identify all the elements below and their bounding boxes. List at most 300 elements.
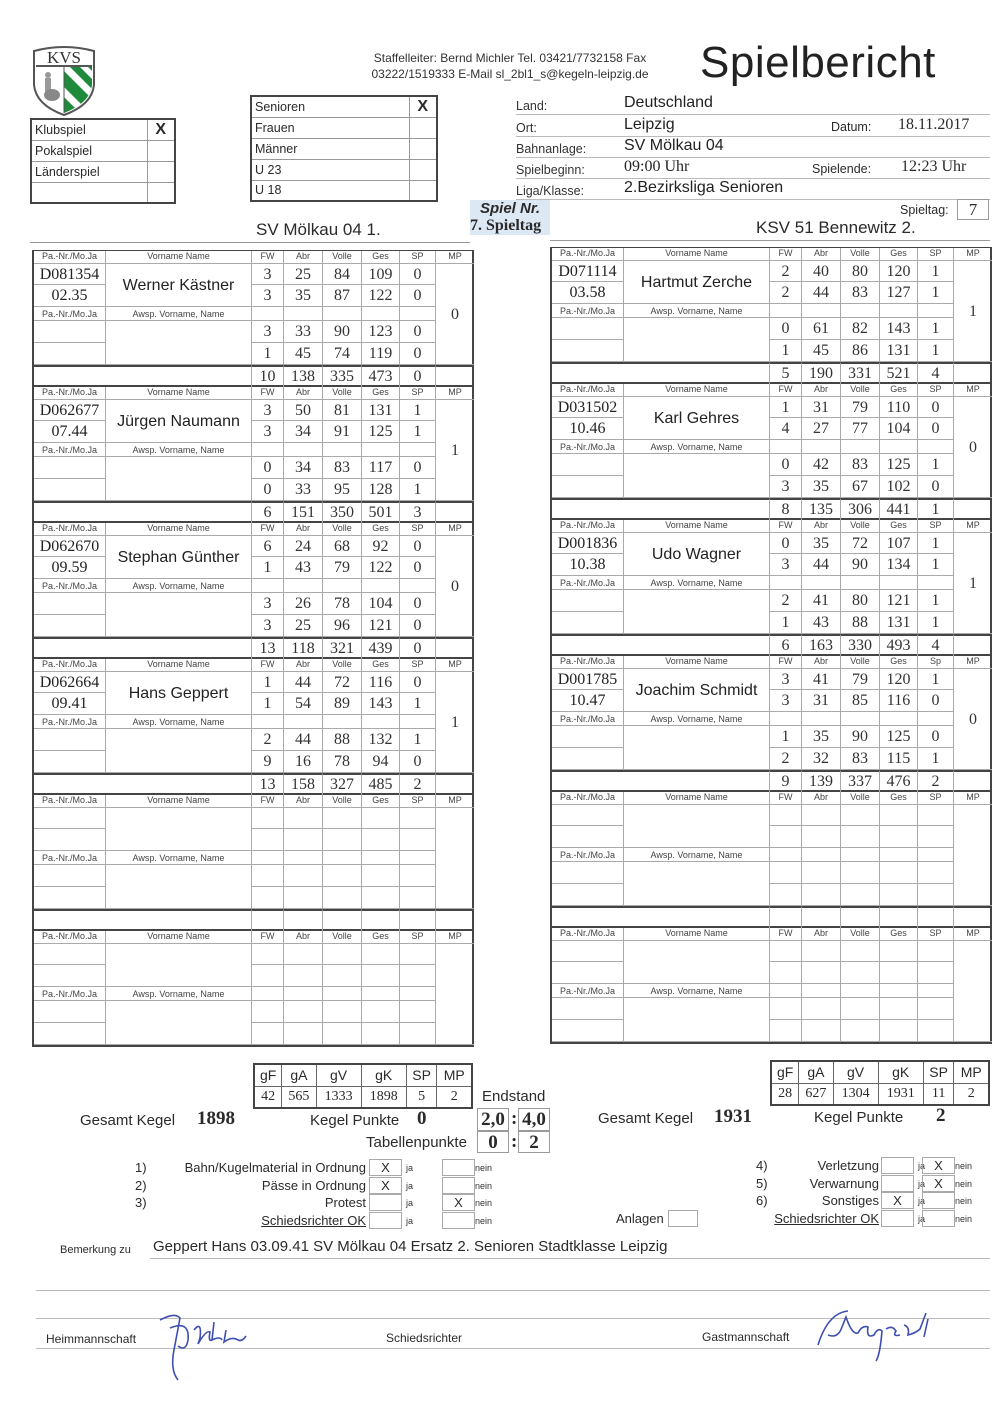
- klasse-checkbox[interactable]: X: [409, 96, 437, 117]
- score-cell[interactable]: [841, 962, 880, 984]
- score-cell[interactable]: 88: [323, 729, 362, 751]
- score-cell[interactable]: 1: [770, 726, 802, 748]
- score-cell[interactable]: [252, 865, 284, 887]
- score-cell[interactable]: 44: [284, 672, 323, 693]
- score-cell[interactable]: [252, 1001, 284, 1023]
- score-cell[interactable]: [252, 808, 284, 829]
- score-cell[interactable]: 116: [880, 690, 918, 712]
- score-cell[interactable]: 89: [323, 693, 362, 715]
- sub-player-name[interactable]: [106, 729, 252, 773]
- score-cell[interactable]: 1: [770, 340, 802, 362]
- score-cell[interactable]: 1: [918, 590, 954, 612]
- score-cell[interactable]: 40: [802, 261, 841, 282]
- score-cell[interactable]: 82: [841, 318, 880, 340]
- sub-birth-moja[interactable]: [552, 1020, 624, 1042]
- score-cell[interactable]: 0: [770, 318, 802, 340]
- score-cell[interactable]: 109: [362, 264, 400, 285]
- score-cell[interactable]: [400, 944, 436, 965]
- check-ja-box[interactable]: [881, 1210, 914, 1227]
- score-cell[interactable]: 24: [284, 536, 323, 557]
- score-cell[interactable]: [918, 998, 954, 1020]
- score-cell[interactable]: 42: [802, 454, 841, 476]
- score-cell[interactable]: 2: [770, 590, 802, 612]
- check-ja-box[interactable]: X: [881, 1192, 914, 1209]
- score-cell[interactable]: 131: [880, 612, 918, 634]
- score-cell[interactable]: [841, 862, 880, 884]
- spieltyp-checkbox[interactable]: [147, 182, 175, 203]
- score-cell[interactable]: 83: [323, 457, 362, 479]
- score-cell[interactable]: 117: [362, 457, 400, 479]
- check-ja-box[interactable]: [369, 1212, 402, 1229]
- score-cell[interactable]: 32: [802, 748, 841, 770]
- sub-pass-nr[interactable]: [552, 998, 624, 1020]
- score-cell[interactable]: [770, 1020, 802, 1042]
- score-cell[interactable]: 131: [880, 340, 918, 362]
- score-cell[interactable]: [252, 887, 284, 909]
- score-cell[interactable]: [323, 944, 362, 965]
- score-cell[interactable]: [323, 887, 362, 909]
- score-cell[interactable]: 79: [841, 669, 880, 690]
- score-cell[interactable]: 104: [880, 418, 918, 440]
- sub-birth-moja[interactable]: [34, 751, 106, 773]
- score-cell[interactable]: 44: [802, 282, 841, 304]
- score-cell[interactable]: [918, 884, 954, 906]
- score-cell[interactable]: [400, 1023, 436, 1045]
- score-cell[interactable]: 1: [400, 693, 436, 715]
- score-cell[interactable]: 0: [918, 690, 954, 712]
- score-cell[interactable]: [362, 944, 400, 965]
- player-mp[interactable]: 1: [436, 400, 474, 501]
- score-cell[interactable]: [880, 826, 918, 848]
- score-cell[interactable]: [400, 965, 436, 987]
- sub-birth-moja[interactable]: [34, 479, 106, 501]
- score-cell[interactable]: 90: [323, 321, 362, 343]
- score-cell[interactable]: 102: [880, 476, 918, 498]
- score-cell[interactable]: [770, 862, 802, 884]
- score-cell[interactable]: 86: [841, 340, 880, 362]
- score-cell[interactable]: 1: [918, 554, 954, 576]
- sub-player-name[interactable]: [624, 454, 770, 498]
- score-cell[interactable]: 1: [400, 400, 436, 421]
- score-cell[interactable]: 2: [770, 282, 802, 304]
- score-cell[interactable]: [841, 941, 880, 962]
- check-ja-box[interactable]: [881, 1175, 914, 1192]
- score-cell[interactable]: [252, 1023, 284, 1045]
- score-cell[interactable]: 1: [918, 454, 954, 476]
- score-cell[interactable]: [770, 884, 802, 906]
- sub-player-name[interactable]: [624, 726, 770, 770]
- score-cell[interactable]: [362, 865, 400, 887]
- check-nein-box[interactable]: X: [922, 1157, 955, 1174]
- score-cell[interactable]: 0: [918, 726, 954, 748]
- score-cell[interactable]: 1: [400, 729, 436, 751]
- score-cell[interactable]: 1: [252, 343, 284, 365]
- score-cell[interactable]: [841, 805, 880, 826]
- score-cell[interactable]: 35: [802, 726, 841, 748]
- score-cell[interactable]: 25: [284, 264, 323, 285]
- score-cell[interactable]: [362, 808, 400, 829]
- sub-pass-nr[interactable]: [34, 457, 106, 479]
- sub-birth-moja[interactable]: [552, 612, 624, 634]
- sub-pass-nr[interactable]: [552, 862, 624, 884]
- score-cell[interactable]: 31: [802, 397, 841, 418]
- score-cell[interactable]: 1: [918, 748, 954, 770]
- check-ja-box[interactable]: X: [369, 1177, 402, 1194]
- score-cell[interactable]: 1: [252, 672, 284, 693]
- score-cell[interactable]: [284, 829, 323, 851]
- score-cell[interactable]: 45: [802, 340, 841, 362]
- check-nein-box[interactable]: [442, 1212, 475, 1229]
- score-cell[interactable]: 2: [252, 729, 284, 751]
- score-cell[interactable]: 6: [252, 536, 284, 557]
- score-cell[interactable]: 3: [770, 690, 802, 712]
- score-cell[interactable]: 25: [284, 615, 323, 637]
- player-mp[interactable]: 0: [436, 264, 474, 365]
- score-cell[interactable]: 87: [323, 285, 362, 307]
- score-cell[interactable]: 0: [918, 476, 954, 498]
- sub-pass-nr[interactable]: [34, 321, 106, 343]
- sub-pass-nr[interactable]: [34, 593, 106, 615]
- anlagen-box[interactable]: [668, 1210, 698, 1227]
- score-cell[interactable]: 3: [252, 615, 284, 637]
- score-cell[interactable]: 79: [323, 557, 362, 579]
- score-cell[interactable]: [362, 829, 400, 851]
- score-cell[interactable]: [400, 1001, 436, 1023]
- sub-player-name[interactable]: [106, 457, 252, 501]
- score-cell[interactable]: 83: [841, 282, 880, 304]
- sub-pass-nr[interactable]: [552, 726, 624, 748]
- score-cell[interactable]: 0: [918, 418, 954, 440]
- sub-player-name[interactable]: [106, 593, 252, 637]
- score-cell[interactable]: [323, 1001, 362, 1023]
- sub-player-name[interactable]: [106, 1001, 252, 1045]
- sub-player-name[interactable]: [624, 590, 770, 634]
- score-cell[interactable]: 54: [284, 693, 323, 715]
- score-cell[interactable]: 121: [362, 615, 400, 637]
- klasse-checkbox[interactable]: [409, 180, 437, 201]
- player-mp[interactable]: [436, 944, 474, 1045]
- score-cell[interactable]: 96: [323, 615, 362, 637]
- score-cell[interactable]: 16: [284, 751, 323, 773]
- score-cell[interactable]: [918, 962, 954, 984]
- score-cell[interactable]: 3: [252, 264, 284, 285]
- score-cell[interactable]: [284, 944, 323, 965]
- sub-player-name[interactable]: [106, 321, 252, 365]
- score-cell[interactable]: 1: [918, 318, 954, 340]
- score-cell[interactable]: 4: [770, 418, 802, 440]
- sub-birth-moja[interactable]: [552, 476, 624, 498]
- score-cell[interactable]: 78: [323, 751, 362, 773]
- score-cell[interactable]: [323, 829, 362, 851]
- score-cell[interactable]: [880, 805, 918, 826]
- score-cell[interactable]: 0: [770, 454, 802, 476]
- player-mp[interactable]: 1: [954, 533, 992, 634]
- score-cell[interactable]: 44: [284, 729, 323, 751]
- score-cell[interactable]: 44: [802, 554, 841, 576]
- score-cell[interactable]: 35: [802, 533, 841, 554]
- check-nein-box[interactable]: X: [442, 1194, 475, 1211]
- score-cell[interactable]: 0: [400, 615, 436, 637]
- score-cell[interactable]: 34: [284, 421, 323, 443]
- score-cell[interactable]: 81: [323, 400, 362, 421]
- check-ja-box[interactable]: [881, 1157, 914, 1174]
- score-cell[interactable]: [880, 884, 918, 906]
- check-nein-box[interactable]: [922, 1192, 955, 1209]
- score-cell[interactable]: [802, 805, 841, 826]
- score-cell[interactable]: [918, 805, 954, 826]
- score-cell[interactable]: 72: [323, 672, 362, 693]
- score-cell[interactable]: 83: [841, 454, 880, 476]
- sub-birth-moja[interactable]: [552, 884, 624, 906]
- score-cell[interactable]: 35: [284, 285, 323, 307]
- score-cell[interactable]: [284, 965, 323, 987]
- score-cell[interactable]: [770, 805, 802, 826]
- klasse-checkbox[interactable]: [409, 117, 437, 138]
- score-cell[interactable]: [323, 808, 362, 829]
- score-cell[interactable]: 83: [841, 748, 880, 770]
- check-nein-box[interactable]: [922, 1210, 955, 1227]
- check-nein-box[interactable]: [442, 1177, 475, 1194]
- score-cell[interactable]: 1: [918, 669, 954, 690]
- score-cell[interactable]: 74: [323, 343, 362, 365]
- score-cell[interactable]: 0: [400, 321, 436, 343]
- sub-player-name[interactable]: [624, 318, 770, 362]
- sub-player-name[interactable]: [624, 998, 770, 1042]
- score-cell[interactable]: 125: [880, 726, 918, 748]
- score-cell[interactable]: 1: [770, 612, 802, 634]
- score-cell[interactable]: [802, 884, 841, 906]
- score-cell[interactable]: [284, 808, 323, 829]
- score-cell[interactable]: 0: [400, 557, 436, 579]
- score-cell[interactable]: 110: [880, 397, 918, 418]
- score-cell[interactable]: 131: [362, 400, 400, 421]
- sub-pass-nr[interactable]: [552, 454, 624, 476]
- score-cell[interactable]: 125: [880, 454, 918, 476]
- score-cell[interactable]: 77: [841, 418, 880, 440]
- score-cell[interactable]: 0: [252, 479, 284, 501]
- score-cell[interactable]: [841, 1020, 880, 1042]
- score-cell[interactable]: 1: [770, 397, 802, 418]
- score-cell[interactable]: 3: [252, 285, 284, 307]
- score-cell[interactable]: 90: [841, 726, 880, 748]
- score-cell[interactable]: [802, 862, 841, 884]
- check-ja-box[interactable]: X: [369, 1159, 402, 1176]
- score-cell[interactable]: [841, 998, 880, 1020]
- score-cell[interactable]: 1: [918, 612, 954, 634]
- score-cell[interactable]: [841, 884, 880, 906]
- sub-pass-nr[interactable]: [34, 729, 106, 751]
- score-cell[interactable]: [400, 829, 436, 851]
- score-cell[interactable]: 45: [284, 343, 323, 365]
- sub-pass-nr[interactable]: [552, 318, 624, 340]
- score-cell[interactable]: [284, 865, 323, 887]
- player-mp[interactable]: [954, 941, 992, 1042]
- score-cell[interactable]: 0: [400, 593, 436, 615]
- score-cell[interactable]: [918, 941, 954, 962]
- check-nein-box[interactable]: [442, 1159, 475, 1176]
- score-cell[interactable]: [802, 941, 841, 962]
- score-cell[interactable]: 34: [284, 457, 323, 479]
- score-cell[interactable]: 107: [880, 533, 918, 554]
- sub-pass-nr[interactable]: [34, 865, 106, 887]
- score-cell[interactable]: 0: [918, 397, 954, 418]
- score-cell[interactable]: 0: [400, 672, 436, 693]
- score-cell[interactable]: [880, 962, 918, 984]
- score-cell[interactable]: 2: [770, 261, 802, 282]
- sub-player-name[interactable]: [106, 865, 252, 909]
- score-cell[interactable]: 68: [323, 536, 362, 557]
- score-cell[interactable]: 122: [362, 557, 400, 579]
- score-cell[interactable]: 1: [400, 421, 436, 443]
- player-mp[interactable]: 0: [954, 669, 992, 770]
- score-cell[interactable]: 1: [918, 282, 954, 304]
- score-cell[interactable]: [284, 1023, 323, 1045]
- score-cell[interactable]: 1: [400, 479, 436, 501]
- score-cell[interactable]: 61: [802, 318, 841, 340]
- score-cell[interactable]: 134: [880, 554, 918, 576]
- score-cell[interactable]: [362, 965, 400, 987]
- score-cell[interactable]: 67: [841, 476, 880, 498]
- score-cell[interactable]: [284, 1001, 323, 1023]
- score-cell[interactable]: [284, 887, 323, 909]
- score-cell[interactable]: [770, 962, 802, 984]
- score-cell[interactable]: 0: [400, 343, 436, 365]
- score-cell[interactable]: 116: [362, 672, 400, 693]
- score-cell[interactable]: [400, 808, 436, 829]
- player-mp[interactable]: 1: [436, 672, 474, 773]
- score-cell[interactable]: [362, 887, 400, 909]
- score-cell[interactable]: 122: [362, 285, 400, 307]
- score-cell[interactable]: [802, 962, 841, 984]
- score-cell[interactable]: 119: [362, 343, 400, 365]
- score-cell[interactable]: 33: [284, 479, 323, 501]
- score-cell[interactable]: [770, 826, 802, 848]
- score-cell[interactable]: 41: [802, 590, 841, 612]
- spieltyp-checkbox[interactable]: X: [147, 119, 175, 140]
- score-cell[interactable]: 92: [362, 536, 400, 557]
- score-cell[interactable]: [252, 829, 284, 851]
- score-cell[interactable]: [252, 965, 284, 987]
- spieltyp-checkbox[interactable]: [147, 161, 175, 182]
- score-cell[interactable]: 1: [252, 557, 284, 579]
- score-cell[interactable]: [770, 941, 802, 962]
- score-cell[interactable]: 0: [400, 536, 436, 557]
- check-ja-box[interactable]: [369, 1194, 402, 1211]
- score-cell[interactable]: [770, 998, 802, 1020]
- klasse-checkbox[interactable]: [409, 138, 437, 159]
- score-cell[interactable]: 79: [841, 397, 880, 418]
- score-cell[interactable]: [362, 1023, 400, 1045]
- score-cell[interactable]: [918, 826, 954, 848]
- score-cell[interactable]: 128: [362, 479, 400, 501]
- player-mp[interactable]: 0: [954, 397, 992, 498]
- score-cell[interactable]: 31: [802, 690, 841, 712]
- score-cell[interactable]: 143: [362, 693, 400, 715]
- score-cell[interactable]: 125: [362, 421, 400, 443]
- score-cell[interactable]: 27: [802, 418, 841, 440]
- spieltyp-checkbox[interactable]: [147, 140, 175, 161]
- score-cell[interactable]: 95: [323, 479, 362, 501]
- score-cell[interactable]: [918, 1020, 954, 1042]
- score-cell[interactable]: 115: [880, 748, 918, 770]
- score-cell[interactable]: [880, 941, 918, 962]
- score-cell[interactable]: 120: [880, 669, 918, 690]
- score-cell[interactable]: 0: [252, 457, 284, 479]
- score-cell[interactable]: 72: [841, 533, 880, 554]
- score-cell[interactable]: [841, 826, 880, 848]
- score-cell[interactable]: 90: [841, 554, 880, 576]
- sub-birth-moja[interactable]: [34, 615, 106, 637]
- sub-birth-moja[interactable]: [34, 343, 106, 365]
- score-cell[interactable]: 2: [770, 748, 802, 770]
- player-mp[interactable]: [954, 805, 992, 906]
- score-cell[interactable]: [323, 865, 362, 887]
- klasse-checkbox[interactable]: [409, 159, 437, 180]
- score-cell[interactable]: 50: [284, 400, 323, 421]
- check-nein-box[interactable]: X: [922, 1175, 955, 1192]
- score-cell[interactable]: 3: [252, 593, 284, 615]
- score-cell[interactable]: 127: [880, 282, 918, 304]
- sub-pass-nr[interactable]: [34, 1001, 106, 1023]
- score-cell[interactable]: [802, 1020, 841, 1042]
- score-cell[interactable]: 1: [918, 340, 954, 362]
- score-cell[interactable]: 1: [252, 693, 284, 715]
- score-cell[interactable]: 78: [323, 593, 362, 615]
- score-cell[interactable]: 0: [770, 533, 802, 554]
- score-cell[interactable]: [400, 865, 436, 887]
- score-cell[interactable]: 1: [918, 261, 954, 282]
- score-cell[interactable]: 84: [323, 264, 362, 285]
- score-cell[interactable]: 94: [362, 751, 400, 773]
- score-cell[interactable]: [880, 998, 918, 1020]
- score-cell[interactable]: 41: [802, 669, 841, 690]
- score-cell[interactable]: 88: [841, 612, 880, 634]
- score-cell[interactable]: 0: [400, 457, 436, 479]
- score-cell[interactable]: 121: [880, 590, 918, 612]
- sub-player-name[interactable]: [624, 862, 770, 906]
- sub-birth-moja[interactable]: [34, 887, 106, 909]
- score-cell[interactable]: [918, 862, 954, 884]
- score-cell[interactable]: 3: [252, 321, 284, 343]
- score-cell[interactable]: 123: [362, 321, 400, 343]
- score-cell[interactable]: 80: [841, 590, 880, 612]
- score-cell[interactable]: [400, 887, 436, 909]
- score-cell[interactable]: 3: [770, 669, 802, 690]
- score-cell[interactable]: [323, 965, 362, 987]
- sub-birth-moja[interactable]: [552, 340, 624, 362]
- sub-birth-moja[interactable]: [34, 1023, 106, 1045]
- score-cell[interactable]: [802, 826, 841, 848]
- score-cell[interactable]: 132: [362, 729, 400, 751]
- score-cell[interactable]: 80: [841, 261, 880, 282]
- score-cell[interactable]: 3: [770, 554, 802, 576]
- player-mp[interactable]: 1: [954, 261, 992, 362]
- player-mp[interactable]: 0: [436, 536, 474, 637]
- score-cell[interactable]: [880, 1020, 918, 1042]
- score-cell[interactable]: [323, 1023, 362, 1045]
- score-cell[interactable]: 43: [802, 612, 841, 634]
- score-cell[interactable]: [880, 862, 918, 884]
- score-cell[interactable]: [802, 998, 841, 1020]
- score-cell[interactable]: 0: [400, 751, 436, 773]
- score-cell[interactable]: 0: [400, 285, 436, 307]
- score-cell[interactable]: 104: [362, 593, 400, 615]
- player-mp[interactable]: [436, 808, 474, 909]
- score-cell[interactable]: [362, 1001, 400, 1023]
- score-cell[interactable]: 43: [284, 557, 323, 579]
- score-cell[interactable]: 85: [841, 690, 880, 712]
- score-cell[interactable]: 26: [284, 593, 323, 615]
